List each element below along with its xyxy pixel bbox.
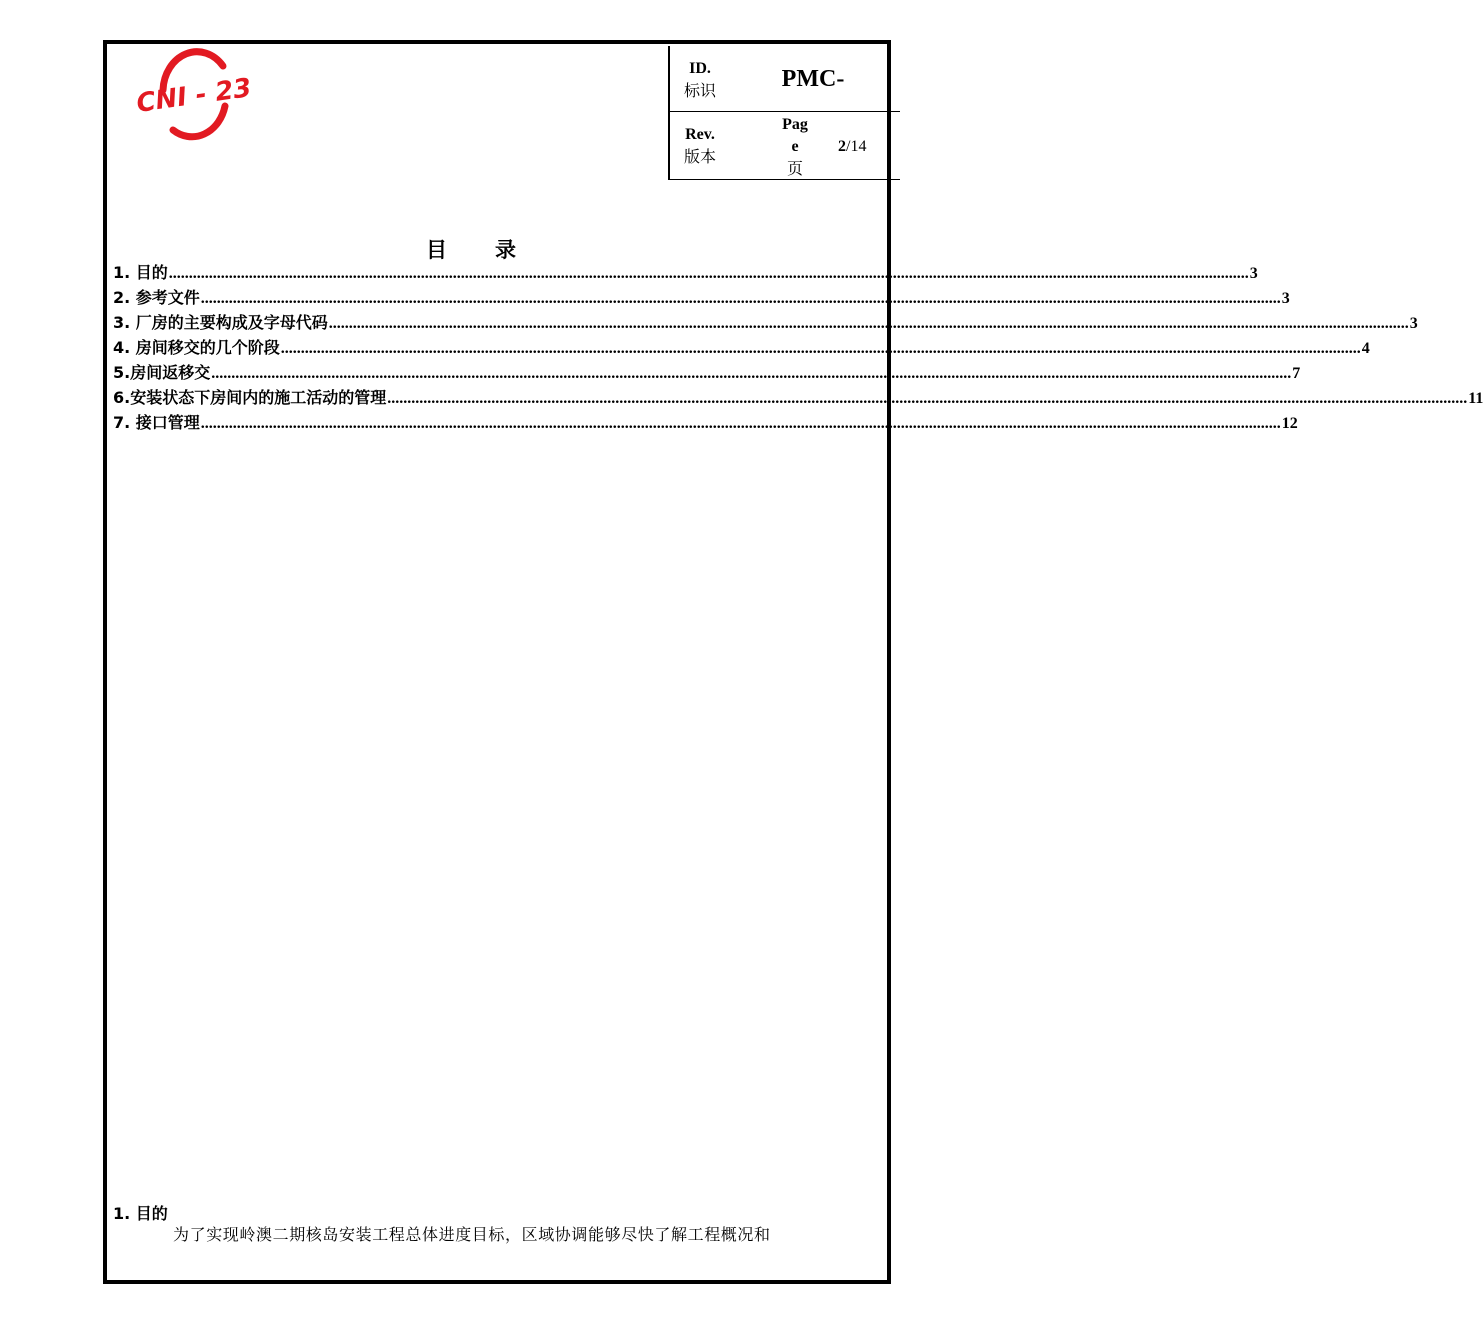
rev-label-en: Rev. [685, 126, 715, 143]
toc-entry-page: 3 [1409, 315, 1418, 332]
toc-title: 目录 [426, 238, 564, 262]
toc-entry[interactable] [113, 285, 1290, 310]
page-border [103, 40, 891, 1284]
toc-entry-label: 1. 目的 [113, 263, 168, 282]
toc-entry[interactable] [113, 310, 1418, 335]
toc-entry-page: 4 [1361, 340, 1370, 357]
toc-entry-page: 3 [1249, 265, 1258, 282]
cni23-logo [134, 46, 254, 138]
toc-entry-label: 7. 接口管理 [113, 413, 200, 432]
toc-leader-dots [387, 390, 1467, 408]
id-value: PMC- [781, 66, 845, 92]
toc-entry[interactable] [113, 335, 1370, 360]
toc-entry-page: 7 [1292, 365, 1301, 382]
rev-label-cn: 版本 [683, 147, 716, 166]
logo-text: CNI - 23 [134, 73, 254, 119]
toc-entry[interactable] [113, 260, 1258, 285]
toc-entry-page: 11 [1468, 390, 1483, 407]
table-of-contents [113, 260, 1483, 435]
page-current: 2 [838, 138, 846, 155]
toc-leader-dots [281, 340, 1361, 358]
toc-leader-dots [211, 365, 1291, 383]
page-number [838, 136, 900, 158]
toc-entry-page: 3 [1281, 290, 1290, 307]
toc-entry[interactable] [113, 360, 1301, 385]
document-header-table [668, 46, 900, 180]
toc-entry-label: 5.房间返移交 [113, 363, 211, 382]
toc-leader-dots [201, 415, 1281, 433]
toc-entry-page: 12 [1281, 415, 1298, 432]
id-label-cn: 标识 [683, 81, 716, 100]
toc-entry-label: 6.安装状态下房间内的施工活动的管理 [113, 388, 387, 407]
toc-leader-dots [329, 315, 1409, 333]
toc-entry-label: 4. 房间移交的几个阶段 [113, 338, 280, 357]
id-label-en: ID. [689, 60, 711, 77]
toc-leader-dots [201, 290, 1281, 308]
toc-leader-dots [169, 265, 1249, 283]
toc-entry[interactable] [113, 410, 1298, 435]
page-label-line2: e [791, 138, 799, 155]
page-total: /14 [846, 138, 867, 155]
toc-entry-label: 3. 厂房的主要构成及字母代码 [113, 313, 328, 332]
page-label-line1: Pag [782, 116, 808, 133]
toc-entry-label: 2. 参考文件 [113, 288, 200, 307]
page-label-cn: 页 [786, 159, 803, 178]
toc-entry[interactable] [113, 385, 1483, 410]
section-heading: 1. 目的 [113, 1204, 168, 1223]
section-paragraph: 为了实现岭澳二期核岛安装工程总体进度目标，区域协调能够尽快了解工程概况和 [173, 1225, 771, 1244]
